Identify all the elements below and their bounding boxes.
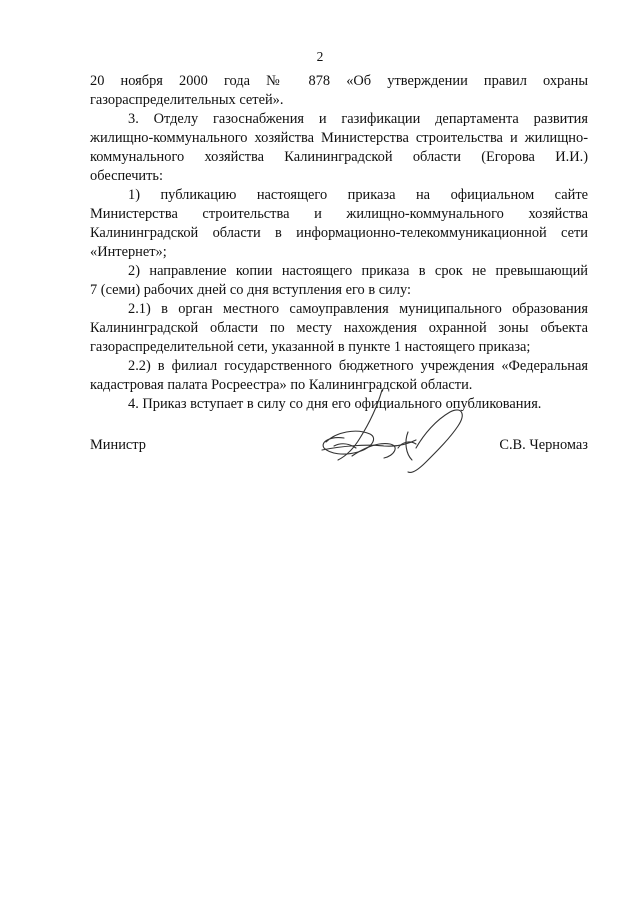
paragraph-line: 2.2) в филиал государственного бюджетного учреждения «Федеральная — [128, 358, 588, 374]
signature-block — [90, 386, 588, 476]
signatory-name: С.В. Черномаз — [499, 437, 588, 453]
paragraph-line: 2.1) в орган местного самоуправления муниципального образования — [128, 301, 588, 317]
paragraph-line: «Интернет»; — [90, 244, 167, 260]
paragraph-line: 7 (семи) рабочих дней со дня вступления его в силу: — [90, 282, 411, 298]
handwritten-signature — [312, 386, 472, 476]
signatory-title: Министр — [90, 437, 146, 453]
paragraph-line: Министерства строительства и жилищно-коммунального хозяйства — [90, 206, 588, 222]
paragraph-line: 20 ноября 2000 года № 878 «Об утверждении правил охраны — [90, 73, 588, 89]
paragraph-line: 2) направление копии настоящего приказа в срок не превышающий — [128, 263, 588, 279]
paragraph-line: газораспределительной сети, указанной в пункте 1 настоящего приказа; — [90, 339, 531, 355]
paragraph-line: 3. Отделу газоснабжения и газификации департамента развития — [128, 111, 588, 127]
paragraph-line: 4. Приказ вступает в силу со дня его официального опубликования. — [128, 396, 542, 412]
paragraph-line: кадастровая палата Росреестра» по Калининградской области. — [90, 377, 473, 393]
paragraph-line: 1) публикацию настоящего приказа на официальном сайте — [128, 187, 588, 203]
paragraph-line: обеспечить: — [90, 168, 163, 184]
paragraph-line: Калининградской области по месту нахождения охранной зоны объекта — [90, 320, 588, 336]
paragraph-line: Калининградской области в информационно-телекоммуникационной сети — [90, 225, 588, 241]
paragraph-line: жилищно-коммунального хозяйства Министерства строительства и жилищно- — [90, 130, 588, 146]
page-number: 2 — [316, 49, 324, 64]
document-body — [90, 72, 588, 414]
paragraph-line: коммунального хозяйства Калининградской области (Егорова И.И.) — [90, 149, 588, 165]
paragraph-line: газораспределительных сетей». — [90, 92, 284, 108]
